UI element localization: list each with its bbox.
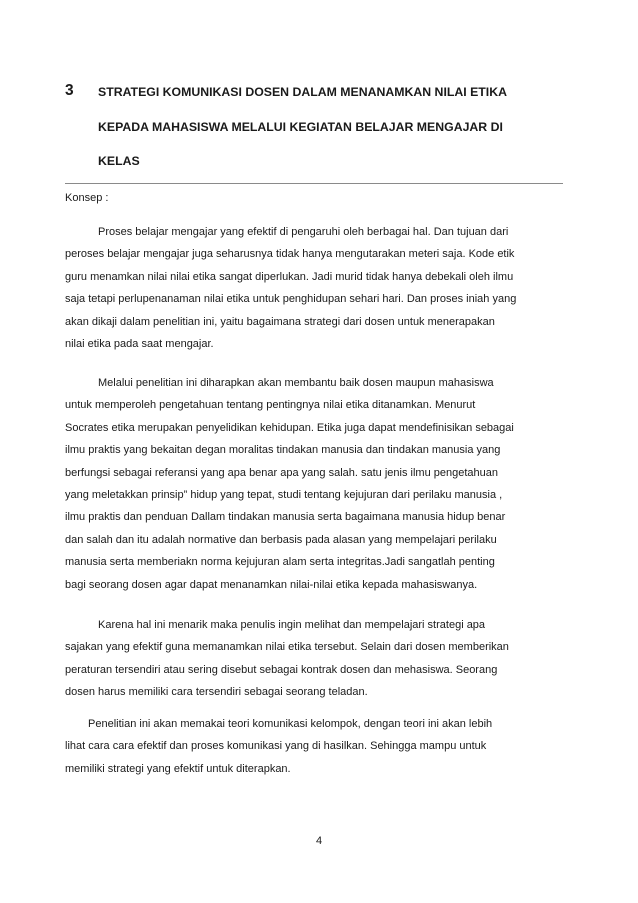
paragraph-line: Proses belajar mengajar yang efektif di pengaruhi oleh berbagai hal. Dan tujuan dari: [98, 226, 509, 238]
chapter-title-line: KELAS: [98, 154, 140, 168]
paragraph-line: ilmu praktis yang bekaitan degan moralitas tindakan manusia dan tindakan manusia yang: [65, 444, 501, 457]
heading-divider: [65, 183, 563, 184]
paragraph-line: untuk memperoleh pengetahuan tentang pentingnya nilai etika ditanamkan. Menurut: [65, 399, 476, 412]
paragraph-line: berfungsi sebagai referansi yang apa benar apa yang salah. satu jenis ilmu pengetahuan: [65, 466, 498, 479]
paragraph-line: dan salah dan itu adalah normative dan berbasis pada alasan yang mempelajari perilaku: [65, 533, 497, 546]
paragraph-line: sajakan yang efektif guna memanamkan nilai etika tersebut. Selain dari dosen memberikan: [65, 641, 509, 654]
paragraph-line: ilmu praktis dan penduan Dallam tindakan manusia serta bagaimana manusia hidup benar: [65, 511, 506, 524]
chapter-title: [98, 84, 568, 188]
paragraph-line: Melalui penelitian ini diharapkan akan membantu baik dosen maupun mahasiswa: [98, 377, 494, 389]
paragraph-line: nilai etika pada saat mengajar.: [65, 337, 214, 350]
paragraph-line: Penelitian ini akan memakai teori komunikasi kelompok, dengan teori ini akan lebih: [88, 718, 493, 730]
paragraph-3: [65, 618, 565, 708]
paragraph-4: [65, 717, 565, 784]
chapter-number: 3: [65, 82, 74, 99]
paragraph-line: saja tetapi perlupenanaman nilai etika untuk penghidupan sehari hari. Dan proses iniah yang: [65, 293, 517, 306]
paragraph-line: akan dikaji dalam penelitian ini, yaitu bagaimana strategi dari dosen untuk menerapakan: [65, 315, 495, 328]
paragraph-line: lihat cara cara efektif dan proses komunikasi yang di hasilkan. Sehingga mampu untuk: [65, 740, 487, 753]
paragraph-line: peraturan tersendiri atau sering disebut sebagai kontrak dosen dan mehasiswa. Seorang: [65, 663, 498, 676]
paragraph-line: yang meletakkan prinsip” hidup yang tepat, studi tentang kejujuran dari perilaku manusia ,: [65, 488, 503, 501]
paragraph-2: [65, 376, 565, 600]
paragraph-line: peroses belajar mengajar juga seharusnya tidak hanya mengutarakan meteri saja. Kode etik: [65, 248, 515, 261]
chapter-title-line: STRATEGI KOMUNIKASI DOSEN DALAM MENANAMKAN NILAI ETIKA: [98, 85, 507, 99]
section-label: Konsep :: [65, 192, 109, 204]
paragraph-line: bagi seorang dosen agar dapat menanamkan nilai-nilai etika kepada mahasiswanya.: [65, 578, 478, 591]
paragraph-line: guru menamkan nilai nilai etika sangat diperlukan. Jadi murid tidak hanya debekali oleh ilmu: [65, 270, 514, 283]
paragraph-line: manusia serta memberiakn norma kejujuran alam serta integritas.Jadi sangatlah penting: [65, 556, 495, 569]
paragraph-line: Socrates etika merupakan penyelidikan kehidupan. Etika juga dapat mendefinisikan sebagai: [65, 421, 514, 434]
chapter-title-line: KEPADA MAHASISWA MELALUI KEGIATAN BELAJAR MENGAJAR DI: [98, 119, 503, 134]
paragraph-line: memiliki strategi yang efektif untuk diterapkan.: [65, 762, 291, 775]
paragraph-line: dosen harus memiliki cara tersendiri sebagai seorang teladan.: [65, 686, 368, 699]
paragraph-line: Karena hal ini menarik maka penulis ingin melihat dan mempelajari strategi apa: [98, 619, 486, 631]
page-number: 4: [315, 835, 323, 847]
paragraph-1: [65, 225, 565, 359]
